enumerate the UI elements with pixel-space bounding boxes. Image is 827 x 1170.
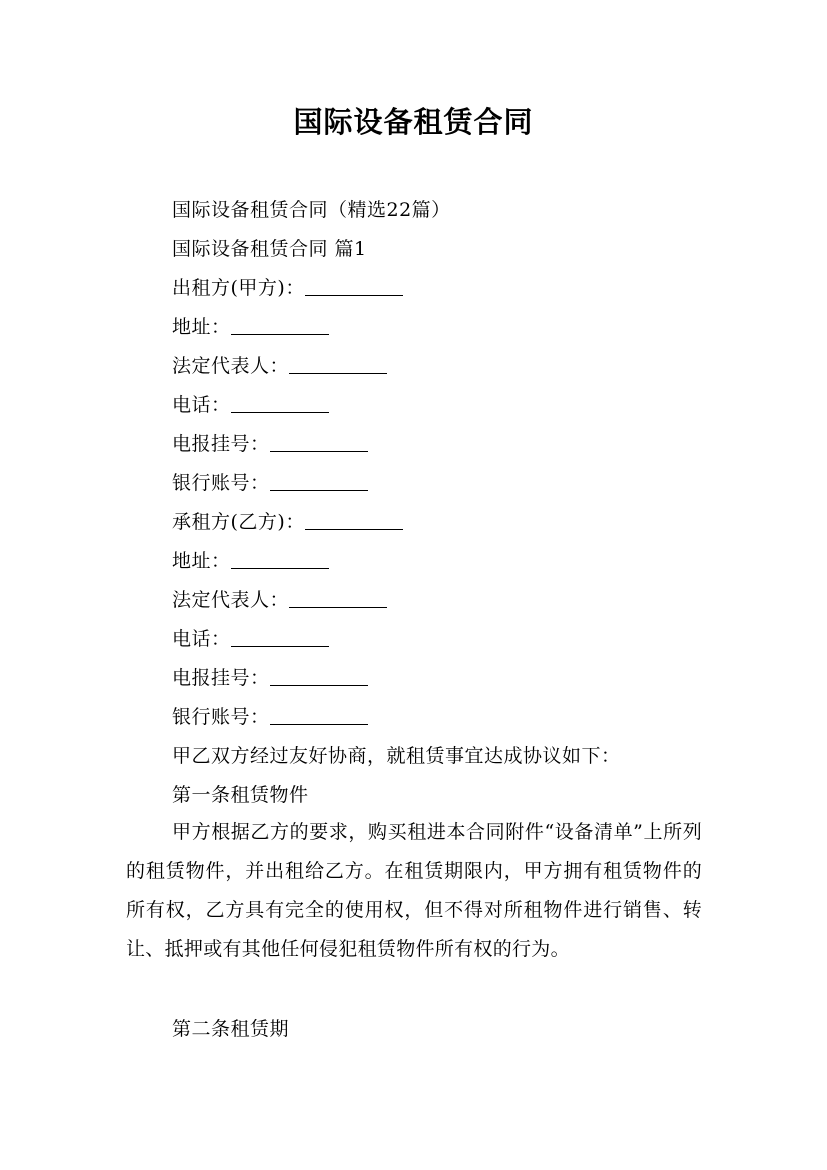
field-lessor-bank-account: [172, 470, 368, 496]
field-lessee-bank-account: [172, 704, 368, 730]
blank-line: [270, 431, 368, 452]
field-lessee-telegraph: [172, 665, 368, 691]
document-title: 国际设备租赁合同: [293, 105, 534, 139]
field-lessee-address: [172, 548, 329, 574]
field-label: 电话：: [172, 628, 231, 650]
section-heading-2: 第二条租赁期: [172, 1018, 290, 1040]
section-1-paragraph: 甲方根据乙方的要求，购买租进本合同附件“设备清单”上所列的租赁物件，并出租给乙方。在租赁期限内，甲方拥有租赁物件的所有权，乙方具有完全的使用权，但不得对所租物件进行销售、转让、抵押或有其他任何侵犯租赁物件所有权的行为。: [126, 821, 702, 960]
blank-line: [270, 704, 368, 725]
field-label: 电报挂号：: [172, 667, 270, 689]
blank-line: [231, 548, 329, 569]
blank-line: [289, 353, 387, 374]
subtitle-collection: 国际设备租赁合同（精选22篇）: [172, 199, 451, 221]
section-heading-1: 第一条租赁物件: [172, 784, 309, 806]
blank-line: [231, 392, 329, 413]
field-lessee: [172, 509, 403, 535]
blank-line: [305, 509, 403, 530]
field-label: 电报挂号：: [172, 433, 270, 455]
blank-line: [270, 665, 368, 686]
blank-line: [289, 587, 387, 608]
blank-line: [270, 470, 368, 491]
blank-line: [231, 314, 329, 335]
field-lessor: [172, 275, 403, 301]
field-label: 法定代表人：: [172, 355, 290, 377]
field-label: 地址：: [172, 550, 231, 572]
field-lessee-phone: [172, 626, 329, 652]
field-label: 银行账号：: [172, 706, 270, 728]
field-label: 电话：: [172, 394, 231, 416]
blank-line: [305, 275, 403, 296]
field-lessor-phone: [172, 392, 329, 418]
field-label: 地址：: [172, 316, 231, 338]
blank-line: [231, 626, 329, 647]
field-label: 法定代表人：: [172, 589, 290, 611]
field-lessor-address: [172, 314, 329, 340]
subtitle-article-1: 国际设备租赁合同 篇1: [172, 238, 367, 260]
field-label: 承租方(乙方)：: [172, 511, 305, 533]
field-lessee-representative: [172, 587, 387, 613]
field-label: 银行账号：: [172, 472, 270, 494]
field-lessor-telegraph: [172, 431, 368, 457]
agreement-intro: 甲乙双方经过友好协商，就租赁事宜达成协议如下：: [172, 745, 621, 767]
field-lessor-representative: [172, 353, 387, 379]
field-label: 出租方(甲方)：: [172, 277, 305, 299]
